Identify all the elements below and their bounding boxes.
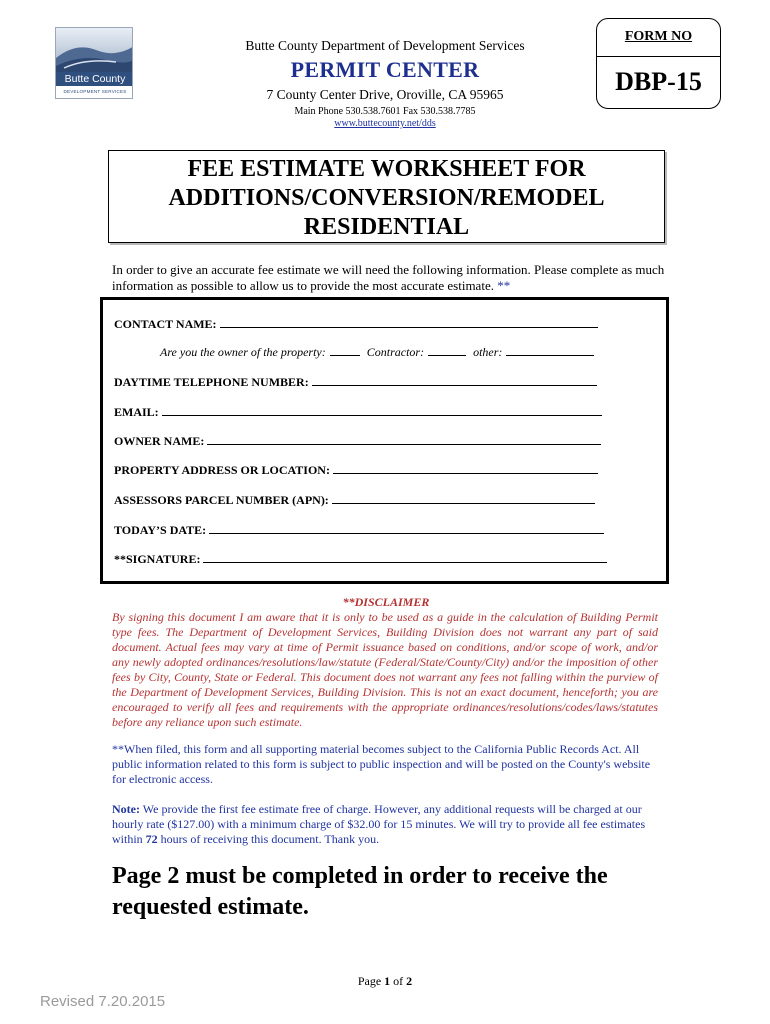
- title-line-1: FEE ESTIMATE WORKSHEET FOR: [187, 156, 586, 182]
- apn-row: [114, 492, 595, 508]
- disclaimer-title: **DISCLAIMER: [342, 595, 430, 609]
- owner-name-label: OWNER NAME:: [114, 434, 205, 448]
- owner-answer-field[interactable]: [330, 345, 360, 356]
- apn-field[interactable]: [332, 492, 595, 504]
- disclaimer-text: By signing this document I am aware that it is only to be used as a guide in the calculation of Building Permit type fees. The Department of Development Services, Building Division does not warrant any part of said document. Actual fees may vary at time of Permit issuance based on conditions, and/or scope of work, and/or any newly adopted ordinances/resolutions/law/statute (Federal/State/County/City) and/or the imposition of other fees by City, County, State or Federal. This document does not warrant any fees not falling within the purview of the Department of Development Services, Building Division. This is not an exact document, henceforth; you are encouraged to verify all fees and requirements with the appropriate ordinances/resolutions/codes/laws/statutes before any reliance upon such estimate.: [112, 610, 658, 729]
- contact-name-label: CONTACT NAME:: [114, 317, 217, 331]
- todays-date-label: TODAY’S DATE:: [114, 523, 207, 537]
- title-line-3: RESIDENTIAL: [303, 214, 470, 240]
- owner-name-row: [114, 433, 601, 449]
- signature-label: **SIGNATURE:: [114, 552, 201, 566]
- department-name: Butte County Department of Development Services: [245, 38, 525, 53]
- note-text-before: We provide the first fee estimate free of charge. However, any additional requests will be charged at our hourly rate ($127.00) with a minimum charge of $32.00 for 15 minutes. We will try to provide all fee estimates within: [112, 802, 646, 846]
- form-number-box: [596, 18, 721, 109]
- property-address-label: PROPERTY ADDRESS OR LOCATION:: [114, 463, 330, 477]
- note-label: Note:: [112, 802, 140, 816]
- revision-date: Revised 7.20.2015: [40, 993, 166, 1010]
- property-address-field[interactable]: [333, 462, 598, 474]
- page-2-required-notice: Page 2 must be completed in order to receive the requested estimate.: [112, 863, 608, 920]
- page-of: of: [393, 974, 404, 988]
- contractor-field[interactable]: [428, 345, 466, 356]
- intro-stars: **: [497, 278, 511, 293]
- logo-subtitle: DEVELOPMENT SERVICES: [63, 89, 127, 94]
- email-row: [114, 404, 602, 420]
- todays-date-field[interactable]: [209, 522, 604, 534]
- page-number: [0, 974, 770, 989]
- logo-name: Butte County: [56, 72, 133, 86]
- owner-question-row: [160, 345, 598, 360]
- daytime-phone-label: DAYTIME TELEPHONE NUMBER:: [114, 375, 309, 389]
- intro-text: In order to give an accurate fee estimate we will need the following information. Please complete as much information as possible to allow us to provide the most accurate estimate.: [112, 262, 665, 293]
- phone-fax: Main Phone 530.538.7601 Fax 530.538.7785: [294, 106, 476, 117]
- contact-name-field[interactable]: [220, 316, 598, 328]
- page-prefix: Page: [357, 974, 382, 988]
- contractor-label: Contractor:: [366, 345, 425, 359]
- email-field[interactable]: [162, 404, 602, 416]
- form-number: DBP-15: [615, 67, 702, 96]
- public-records-notice: **When filed, this form and all supporting material becomes subject to the California Public Records Act. All public information related to this form is subject to public inspection and will be posted on the County's website for electronic access.: [112, 742, 651, 786]
- daytime-phone-row: [114, 374, 597, 390]
- signature-field[interactable]: [203, 551, 607, 563]
- butte-county-logo: [55, 27, 133, 99]
- title-line-2: ADDITIONS/CONVERSION/REMODEL: [168, 185, 605, 211]
- header: [190, 38, 580, 130]
- owner-question-label: Are you the owner of the property:: [160, 345, 326, 359]
- note-text-after: hours of receiving this document. Thank you.: [160, 832, 380, 846]
- todays-date-row: [114, 522, 604, 538]
- owner-name-field[interactable]: [207, 433, 601, 445]
- fee-note: [112, 802, 660, 847]
- signature-row: [114, 551, 607, 567]
- apn-label: ASSESSORS PARCEL NUMBER (APN):: [114, 493, 329, 507]
- page-total: 2: [406, 974, 413, 988]
- office-address: 7 County Center Drive, Oroville, CA 95965: [266, 87, 504, 102]
- website-link[interactable]: www.buttecounty.net/dds: [334, 118, 436, 129]
- intro-paragraph: [112, 262, 672, 294]
- form-number-label: FORM NO: [597, 19, 720, 57]
- contact-name-row: [114, 316, 598, 332]
- daytime-phone-field[interactable]: [312, 374, 597, 386]
- email-label: EMAIL:: [114, 405, 159, 419]
- worksheet-title: [108, 150, 665, 243]
- property-address-row: [114, 462, 598, 478]
- contact-info-box: [100, 297, 669, 584]
- page-current: 1: [384, 974, 391, 988]
- note-hours: 72: [145, 832, 158, 846]
- permit-center-title: PERMIT CENTER: [290, 57, 480, 82]
- other-label: other:: [473, 345, 503, 359]
- other-field[interactable]: [506, 345, 594, 356]
